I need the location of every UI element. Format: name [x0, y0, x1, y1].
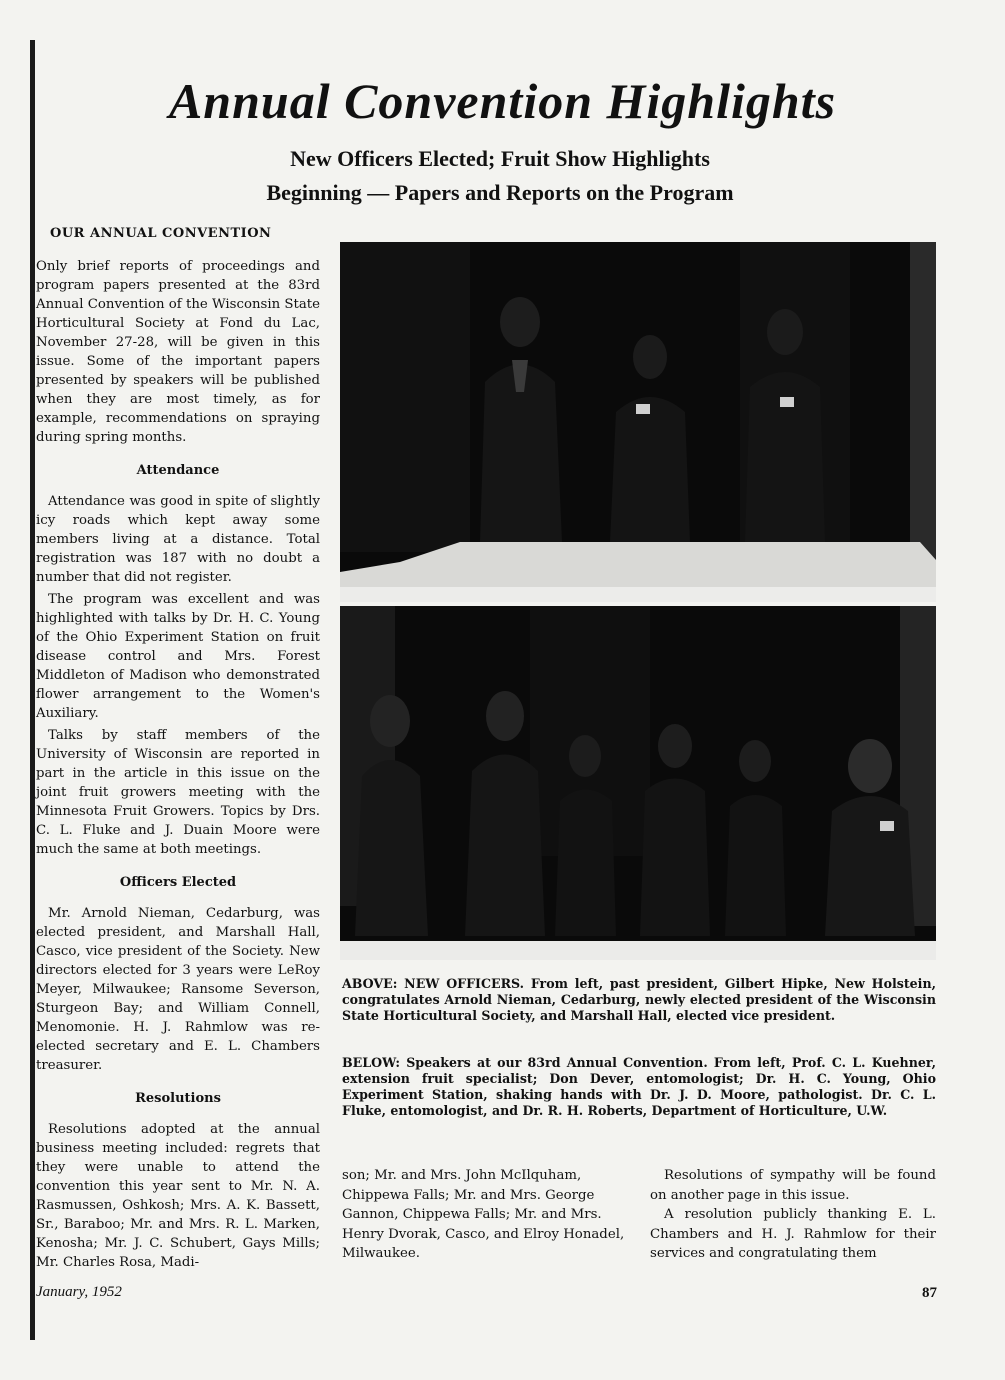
page-subtitle-line-2: Beginning — Papers and Reports on the Program [266, 180, 734, 205]
resolutions-heading: Resolutions [135, 1091, 221, 1106]
attendance-paragraph-2: The program was excellent and was highlighted with talks by Dr. H. C. Young of the Ohio Experiment Station on fruit disease control and Mrs. Forest Middleton of Madison who demonstrated flower arrangement to the Women's Auxiliary. [36, 592, 320, 721]
caption-above: ABOVE: NEW OFFICERS. From left, past president, Gilbert Hipke, New Holstein, congratulates Arnold Nieman, Cedarburg, newly elected president of the Wisconsin State Horticultural Society, and Marshall Hall, elected vice president. [342, 976, 936, 1023]
page-number: 87 [922, 1285, 937, 1301]
resolutions-paragraph: Resolutions adopted at the annual business meeting included: regrets that they were unable to attend the convention this year sent to Mr. N. A. Rasmussen, Oshkosh; Mrs. A. K. Bassett, Sr., Baraboo; Mr. and Mrs. R. L. Marken, Kenosha; Mr. J. C. Schubert, Gays Mills; Mr. Charles Rosa, Madi- [36, 1122, 320, 1270]
attendance-paragraph-3: Talks by staff members of the University of Wisconsin are reported in part in the article in this issue on the joint fruit growers meeting with the Minnesota Fruit Growers. Topics by Drs. C. L. Fluke and J. Duain Moore were much the same at both meetings. [36, 728, 320, 857]
intro-paragraph: Only brief reports of proceedings and program papers presented at the 83rd Annual Convention of the Wisconsin State Horticultural Society at Fond du Lac, November 27-28, will be given in this issue. Some of the important papers presented by speakers will be published when they are most timely, as for example, recommendations on spraying during spring months. [36, 259, 320, 445]
photo-speakers [340, 606, 936, 960]
officers-paragraph: Mr. Arnold Nieman, Cedarburg, was elected president, and Marshall Hall, Casco, vice president of the Society. New directors elected for 3 years were LeRoy Meyer, Milwaukee; Ransome Severson, Sturgeon Bay; and William Connell, Menomonie. H. J. Rahmlow was re-elected secretary and E. L. Chambers treasurer. [36, 906, 320, 1073]
page-subtitle-line-1: New Officers Elected; Fruit Show Highlights [290, 146, 710, 171]
right-column [650, 1166, 936, 1264]
issue-date: January, 1952 [36, 1284, 122, 1300]
officers-heading: Officers Elected [119, 875, 237, 890]
middle-column-text: son; Mr. and Mrs. John McIlquham, Chippewa Falls; Mr. and Mrs. George Gannon, Chippewa Falls; Mr. and Mrs. Henry Dvorak, Casco, and Elroy Honadel, Milwaukee. [342, 1168, 625, 1261]
photo-new-officers [340, 242, 936, 602]
lead-heading: OUR ANNUAL CONVENTION [50, 226, 272, 241]
page-title: Annual Convention Highlights [168, 73, 837, 129]
right-paragraph-1: Resolutions of sympathy will be found on another page in this issue. [650, 1168, 936, 1203]
left-article-column [36, 224, 320, 1272]
attendance-paragraph-1: Attendance was good in spite of slightly icy roads which kept away some members living at a distance. Total registration was 187 with no doubt a number that did not register. [36, 494, 320, 585]
attendance-heading: Attendance [136, 463, 220, 478]
page-margin-bar [30, 40, 35, 1340]
right-paragraph-2: A resolution publicly thanking E. L. Chambers and H. J. Rahmlow for their services and congratulating them [650, 1207, 936, 1261]
caption-below: BELOW: Speakers at our 83rd Annual Convention. From left, Prof. C. L. Kuehner, extension fruit specialist; Don Dever, entomologist; Dr. H. C. Young, Ohio Experiment Station, shaking hands with Dr. J. D. Moore, pathologist. Dr. C. L. Fluke, entomologist, and Dr. R. H. Roberts, Department of Horticulture, U.W. [342, 1055, 936, 1118]
